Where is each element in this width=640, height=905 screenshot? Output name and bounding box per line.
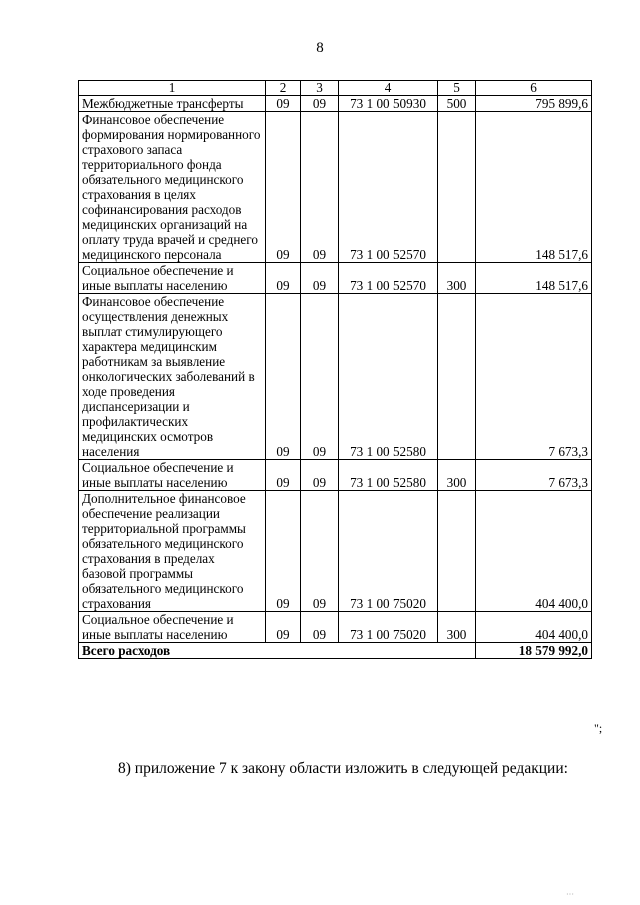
- table-row: [79, 491, 592, 612]
- row-amount: 7 673,3: [476, 294, 592, 460]
- closing-quote-mark: ";: [594, 721, 603, 735]
- budget-table: [78, 80, 592, 659]
- header-cell: 6: [476, 81, 592, 96]
- row-target-article: 73 1 00 52580: [339, 294, 438, 460]
- row-subsection: 09: [301, 263, 339, 294]
- row-amount: 7 673,3: [476, 460, 592, 491]
- header-cell: 2: [266, 81, 301, 96]
- row-amount: 404 400,0: [476, 612, 592, 643]
- row-expense-type: 300: [438, 263, 476, 294]
- total-label: Всего расходов: [79, 643, 476, 659]
- row-expense-type: [438, 294, 476, 460]
- row-expense-type: [438, 491, 476, 612]
- header-cell: 3: [301, 81, 339, 96]
- row-name: Социальное обеспечение и иные выплаты населению: [79, 263, 266, 294]
- row-subsection: 09: [301, 460, 339, 491]
- row-subsection: 09: [301, 491, 339, 612]
- row-target-article: 73 1 00 75020: [339, 612, 438, 643]
- row-name: Социальное обеспечение и иные выплаты населению: [79, 460, 266, 491]
- row-name: Дополнительное финансовое обеспечение реализации территориальной программы обязательного медицинского страхования в пределах базовой программы обязательного медицинского страхования: [79, 491, 266, 612]
- corner-mark: ···: [566, 890, 574, 899]
- page-number: 8: [316, 40, 324, 56]
- row-subsection: 09: [301, 96, 339, 112]
- row-amount: 795 899,6: [476, 96, 592, 112]
- row-section: 09: [266, 96, 301, 112]
- row-amount: 148 517,6: [476, 112, 592, 263]
- row-section: 09: [266, 491, 301, 612]
- row-name: Социальное обеспечение и иные выплаты населению: [79, 612, 266, 643]
- row-name: Межбюджетные трансферты: [79, 96, 266, 112]
- table-row: [79, 112, 592, 263]
- row-section: 09: [266, 112, 301, 263]
- row-target-article: 73 1 00 75020: [339, 491, 438, 612]
- row-target-article: 73 1 00 52580: [339, 460, 438, 491]
- row-subsection: 09: [301, 612, 339, 643]
- row-section: 09: [266, 612, 301, 643]
- row-expense-type: 500: [438, 96, 476, 112]
- table-row: [79, 294, 592, 460]
- table-row: [79, 460, 592, 491]
- row-target-article: 73 1 00 50930: [339, 96, 438, 112]
- row-expense-type: [438, 112, 476, 263]
- total-row: [79, 643, 592, 659]
- header-cell: 4: [339, 81, 438, 96]
- row-name: Финансовое обеспечение формирования нормированного страхового запаса территориального фонда обязательного медицинского страхования в целях софинансирования расходов медицинских организаций на оплату труда врачей и среднего медицинского персонала: [79, 112, 266, 263]
- row-section: 09: [266, 294, 301, 460]
- row-amount: 404 400,0: [476, 491, 592, 612]
- row-subsection: 09: [301, 112, 339, 263]
- total-amount: 18 579 992,0: [476, 643, 592, 659]
- row-section: 09: [266, 263, 301, 294]
- table-row: [79, 96, 592, 112]
- row-target-article: 73 1 00 52570: [339, 263, 438, 294]
- row-subsection: 09: [301, 294, 339, 460]
- row-target-article: 73 1 00 52570: [339, 112, 438, 263]
- table-header-row: [79, 81, 592, 96]
- header-cell: 5: [438, 81, 476, 96]
- row-section: 09: [266, 460, 301, 491]
- row-name: Финансовое обеспечение осуществления денежных выплат стимулирующего характера медицинским работникам за выявление онкологических заболеваний в ходе проведения диспансеризации и профилактических медицинских осмотров населения: [79, 294, 266, 460]
- table-row: [79, 612, 592, 643]
- amendment-note: 8) приложение 7 к закону области изложить в следующей редакции:: [118, 760, 568, 777]
- row-amount: 148 517,6: [476, 263, 592, 294]
- row-expense-type: 300: [438, 460, 476, 491]
- table-row: [79, 263, 592, 294]
- row-expense-type: 300: [438, 612, 476, 643]
- header-cell: 1: [79, 81, 266, 96]
